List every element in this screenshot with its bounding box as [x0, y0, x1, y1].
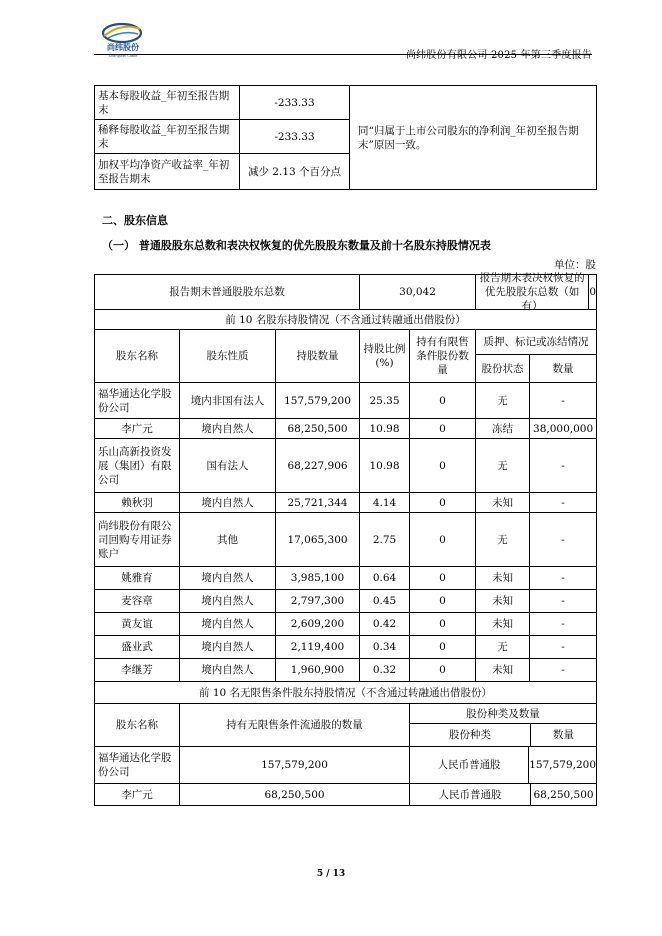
holder-ratio: 0.34 [360, 636, 410, 659]
total-holders-label: 报告期末普通股股东总数 [95, 275, 360, 310]
eps-value: -233.33 [240, 86, 350, 120]
col-header-qty: 持股数量 [276, 330, 360, 383]
holder-restricted: 0 [410, 613, 476, 636]
holder-nature: 境内自然人 [180, 567, 276, 590]
eps-value: -233.33 [240, 120, 350, 154]
table-row [95, 86, 597, 120]
holder-status: 无 [476, 636, 530, 659]
holder-name: 李继芳 [95, 659, 180, 682]
holder-restricted: 0 [410, 636, 476, 659]
holder-ratio: 25.35 [360, 383, 410, 419]
holder-name: 乐山高新投资发展（集团）有限公司 [95, 439, 180, 493]
holder-name: 李广元 [95, 784, 180, 806]
holder-qty: 2,119,400 [276, 636, 360, 659]
holder-status: 未知 [476, 613, 530, 636]
col-header-type: 股份种类 [410, 724, 531, 746]
table-row [95, 659, 597, 682]
unrestricted-title: 前 10 名无限售条件股东持股情况（不含通过转融通出借股份） [95, 682, 597, 704]
holder-name: 赖秋羽 [95, 493, 180, 513]
table-row [95, 513, 597, 567]
holder-restricted: 0 [410, 659, 476, 682]
holder-nature: 其他 [180, 513, 276, 567]
table-row [95, 747, 597, 784]
eps-label: 基本每股收益_年初至报告期末 [95, 86, 240, 120]
holder-amount: 38,000,000 [530, 419, 597, 439]
holder-qty: 1,960,900 [276, 659, 360, 682]
holder-amount: - [530, 567, 597, 590]
holder-restricted: 0 [410, 439, 476, 493]
top10-title: 前 10 名股东持股情况（不含通过转融通出借股份） [95, 310, 597, 330]
holder-name: 盛业武 [95, 636, 180, 659]
col-header-unrestricted-qty: 持有无限售条件流通股的数量 [180, 704, 410, 747]
holder-ratio: 0.64 [360, 567, 410, 590]
share-type: 人民币普通股 [410, 784, 531, 805]
holder-ratio: 0.42 [360, 613, 410, 636]
holder-amount: - [530, 636, 597, 659]
holder-amount: - [530, 659, 597, 682]
holder-restricted: 0 [410, 493, 476, 513]
unit-label: 单位：股 [554, 259, 596, 271]
holder-restricted: 0 [410, 513, 476, 567]
col-header-pledge: 质押、标记或冻结情况 [476, 330, 597, 355]
holder-ratio: 0.32 [360, 659, 410, 682]
table-row [95, 636, 597, 659]
holder-nature: 境内自然人 [180, 636, 276, 659]
holder-amount: - [530, 613, 597, 636]
holder-nature: 境内自然人 [180, 613, 276, 636]
holder-nature: 境内自然人 [180, 659, 276, 682]
holder-name: 黄友谊 [95, 613, 180, 636]
holder-ratio: 10.98 [360, 439, 410, 493]
col-header-amount: 数量 [530, 355, 597, 383]
eps-note: 同“归属于上市公司股东的净利润_年初至报告期末”原因一致。 [350, 86, 597, 190]
holder-status: 未知 [476, 493, 530, 513]
holder-qty: 157,579,200 [276, 383, 360, 419]
holder-name: 福华通达化学股份公司 [95, 383, 180, 419]
holder-restricted: 0 [410, 419, 476, 439]
holder-ratio: 0.45 [360, 590, 410, 613]
col-header-restricted: 持有有限售条件股份数量 [410, 330, 476, 383]
table-row [95, 383, 597, 419]
table-row [95, 419, 597, 439]
holder-qty: 2,609,200 [276, 613, 360, 636]
logo-text-en: Shangwei Cable [108, 54, 138, 58]
page-number: 5 / 13 [316, 869, 346, 879]
holder-nature: 国有法人 [180, 439, 276, 493]
holder-status: 未知 [476, 659, 530, 682]
holder-qty: 2,797,300 [276, 590, 360, 613]
holder-name: 麦容章 [95, 590, 180, 613]
eps-label: 加权平均净资产收益率_年初至报告期末 [95, 154, 240, 190]
holder-status: 无 [476, 383, 530, 419]
table-title-row [95, 682, 597, 704]
table-row [95, 493, 597, 513]
shareholder-table [94, 274, 597, 806]
holder-amount: - [530, 513, 597, 567]
col-header-status: 股份状态 [476, 355, 530, 383]
holder-ratio: 4.14 [360, 493, 410, 513]
table-row [95, 613, 597, 636]
total-holders-value: 30,042 [360, 275, 476, 310]
document-title: 尚纬股份有限公司 2025 年第三季度报告 [405, 50, 592, 61]
holder-restricted: 0 [410, 383, 476, 419]
holder-nature: 境内自然人 [180, 590, 276, 613]
holder-ratio: 2.75 [360, 513, 410, 567]
holder-name: 尚纬股份有限公司回购专用证券账户 [95, 513, 180, 567]
table-row [95, 784, 597, 806]
col-header-name: 股东名称 [95, 704, 180, 747]
eps-label: 稀释每股收益_年初至报告期末 [95, 120, 240, 154]
holder-qty: 17,065,300 [276, 513, 360, 567]
holder-status: 冻结 [476, 419, 530, 439]
unrestricted-qty: 157,579,200 [180, 747, 410, 784]
holder-ratio: 10.98 [360, 419, 410, 439]
holder-name: 李广元 [95, 419, 180, 439]
holder-amount: - [530, 493, 597, 513]
summary-row [95, 275, 597, 310]
pref-holders-label: 报告期末表决权恢复的优先股股东总数（如有） [476, 275, 589, 309]
subsection-title: （一） 普通股股东总数和表决权恢复的优先股股东数量及前十名股东持股情况表 [102, 239, 491, 252]
holder-status: 未知 [476, 590, 530, 613]
table-row [95, 567, 597, 590]
eps-value: 减少 2.13 个百分点 [240, 154, 350, 190]
holder-status: 未知 [476, 567, 530, 590]
holder-nature: 境内自然人 [180, 419, 276, 439]
holder-amount: - [530, 439, 597, 493]
holder-qty: 25,721,344 [276, 493, 360, 513]
col-header-amount: 数量 [553, 729, 575, 741]
eps-table [94, 85, 597, 190]
table-header-row [95, 704, 597, 724]
holder-amount: - [530, 383, 597, 419]
col-header-nature: 股东性质 [180, 330, 276, 383]
share-amount: 157,579,200 [529, 759, 597, 771]
holder-name: 福华通达化学股份公司 [95, 747, 180, 784]
header-divider [94, 54, 592, 55]
holder-name: 姚雅育 [95, 567, 180, 590]
holder-amount: - [530, 590, 597, 613]
holder-restricted: 0 [410, 567, 476, 590]
section-title: 二、股东信息 [102, 214, 168, 227]
col-header-name: 股东名称 [95, 330, 180, 383]
table-header-row [95, 330, 597, 355]
table-row [95, 439, 597, 493]
share-type: 人民币普通股 [410, 747, 529, 783]
holder-restricted: 0 [410, 590, 476, 613]
holder-nature: 境内非国有法人 [180, 383, 276, 419]
table-row [95, 590, 597, 613]
share-amount: 68,250,500 [533, 788, 594, 801]
holder-qty: 3,985,100 [276, 567, 360, 590]
holder-qty: 68,250,500 [276, 419, 360, 439]
pref-holders-value: 0 [589, 286, 597, 298]
holder-status: 无 [476, 513, 530, 567]
holder-nature: 境内自然人 [180, 493, 276, 513]
holder-qty: 68,227,906 [276, 439, 360, 493]
unrestricted-qty: 68,250,500 [180, 784, 410, 806]
col-header-ratio: 持股比例(%) [360, 330, 410, 383]
col-header-type-qty: 股份种类及数量 [410, 704, 597, 724]
holder-status: 无 [476, 439, 530, 493]
logo-text-cn: 尚纬股份 [107, 43, 139, 52]
